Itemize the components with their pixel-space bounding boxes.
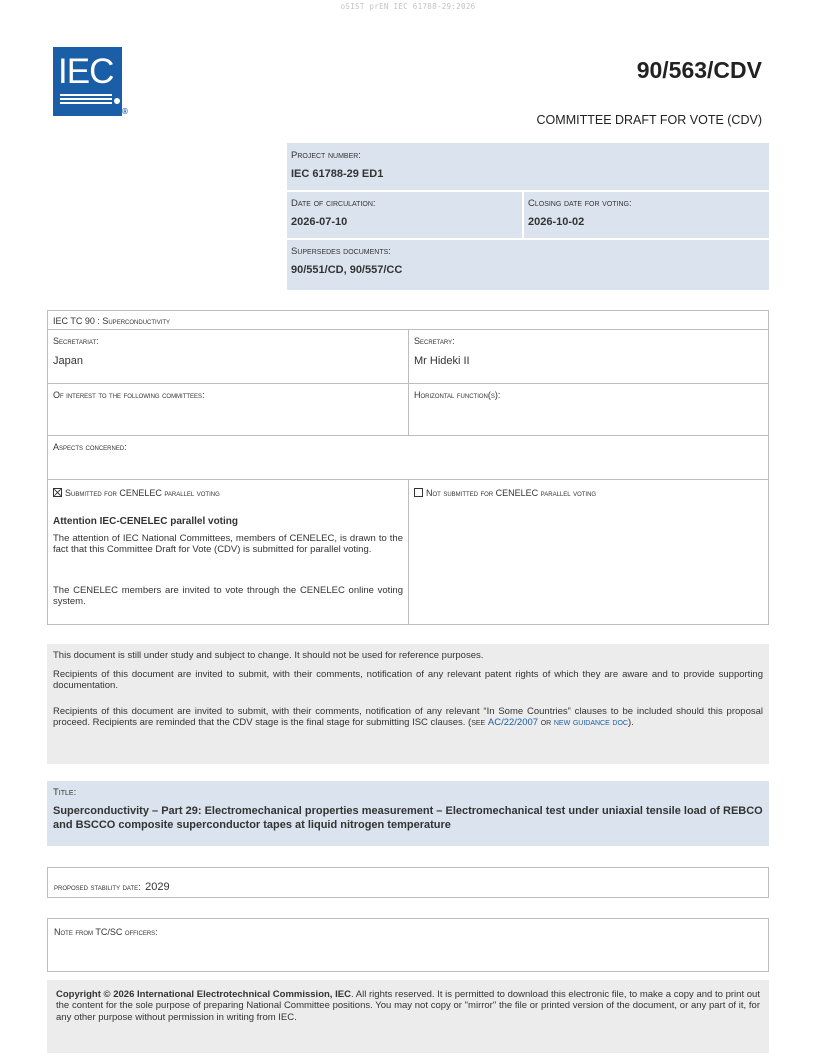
notice-paragraph-2: Recipients of this document are invited to submit, with their comments, notification of any relevant patent rights of which they are aware and to provide supporting documentation. bbox=[53, 669, 763, 692]
supersedes-documents: 90/551/CD, 90/557/CC bbox=[291, 264, 403, 276]
copyright-bold: Copyright © 2026 International Electrotechnical Commission, IEC bbox=[56, 989, 351, 1000]
divider bbox=[48, 435, 768, 436]
project-number-label: Project number: bbox=[291, 150, 361, 161]
circulation-date: 2026-07-10 bbox=[291, 216, 348, 228]
notice-paragraph-1: This document is still under study and subject to change. It should not be used for reference purposes. bbox=[53, 650, 484, 661]
secretariat: Japan bbox=[53, 355, 83, 367]
attention-title: Attention IEC-CENELEC parallel voting bbox=[53, 516, 239, 527]
secretary-label: Secretary: bbox=[414, 336, 455, 346]
divider bbox=[408, 329, 409, 435]
document-type: COMMITTEE DRAFT FOR VOTE (CDV) bbox=[536, 113, 762, 127]
logo-dot bbox=[114, 98, 120, 104]
watermark: oSIST prEN IEC 61788-29:2026 bbox=[340, 2, 476, 11]
logo-text: IEC bbox=[58, 52, 114, 91]
closing-date-label: Closing date for voting: bbox=[528, 198, 632, 209]
interest-committees-label: Of interest to the following committees: bbox=[53, 390, 205, 400]
project-info-box bbox=[287, 143, 769, 290]
notice-box bbox=[47, 644, 769, 764]
or-text: or bbox=[540, 717, 552, 729]
divider bbox=[48, 383, 768, 384]
attention-text: The attention of IEC National Committees, members of CENELEC, is drawn to the fact that this Committee Draft for Vote (CDV) is submitted for parallel voting. bbox=[53, 533, 403, 556]
submitted-checkbox[interactable] bbox=[53, 488, 62, 497]
iec-logo bbox=[53, 47, 122, 116]
logo-line bbox=[60, 102, 112, 104]
document-title: Superconductivity – Part 29: Electromechanical properties measurement – Electromechanical test under uniaxial tensile load of REBCO and BSCCO composite superconductor tapes at liquid nitrogen temperature bbox=[53, 805, 763, 832]
note-label: Note from TC/SC officers: bbox=[54, 927, 158, 937]
copyright-body: . All rights reserved. It is permitted to download this electronic file, to make a copy and to print out the content for the sole purpose of preparing National Committee positions. You may not copy or "mirror" the file or printed version of the document, or any part of it, for any other purpose without permission in writing from IEC. bbox=[56, 989, 760, 1023]
secretary: Mr Hideki II bbox=[414, 355, 470, 367]
submitted-option bbox=[53, 488, 220, 498]
tc-label: IEC TC 90 : Superconductivity bbox=[53, 316, 171, 326]
stability-date-box bbox=[47, 867, 769, 898]
submitted-label: Submitted for CENELEC parallel voting bbox=[65, 488, 220, 498]
stability-date-label: proposed stability date: bbox=[54, 882, 141, 892]
not-submitted-option bbox=[414, 488, 596, 498]
copyright-box bbox=[47, 980, 769, 1053]
divider bbox=[287, 190, 769, 192]
logo-line bbox=[60, 94, 112, 96]
logo-line bbox=[60, 98, 112, 100]
ac-22-2007-link[interactable]: AC/22/2007 bbox=[487, 717, 539, 729]
members-text: The CENELEC members are invited to vote through the CENELEC online voting system. bbox=[53, 585, 403, 608]
project-number: IEC 61788-29 ED1 bbox=[291, 168, 384, 180]
title-box bbox=[47, 781, 769, 846]
copyright-text bbox=[56, 989, 760, 1023]
notice-end: ). bbox=[627, 717, 634, 729]
circulation-date-label: Date of circulation: bbox=[291, 198, 376, 209]
not-submitted-label: Not submitted for CENELEC parallel voting bbox=[426, 488, 597, 498]
registered-mark: ® bbox=[122, 107, 128, 116]
horizontal-functions-label: Horizontal function(s): bbox=[414, 390, 501, 400]
title-label: Title: bbox=[53, 787, 77, 798]
notice-paragraph-3-text: Recipients of this document are invited to submit, with their comments, notification of any relevant “In Some Countries” clauses to be included should this proposal proceed. Recipients are reminded that the CDV stage is the final stage for submitting ISC clauses. ( bbox=[53, 706, 763, 729]
aspects-concerned-label: Aspects concerned: bbox=[53, 442, 127, 452]
stability-date: 2029 bbox=[145, 881, 170, 893]
supersedes-label: Supersedes documents: bbox=[291, 246, 391, 257]
divider bbox=[287, 238, 769, 240]
closing-date: 2026-10-02 bbox=[528, 216, 585, 228]
committee-table bbox=[47, 310, 769, 625]
divider bbox=[408, 479, 409, 625]
notice-paragraph-3 bbox=[53, 706, 763, 729]
note-box bbox=[47, 918, 769, 972]
secretariat-label: Secretariat: bbox=[53, 336, 99, 346]
stability-date-row bbox=[54, 877, 170, 895]
new-guidance-doc-link[interactable]: new guidance doc bbox=[553, 717, 628, 729]
divider bbox=[522, 190, 524, 238]
document-number: 90/563/CDV bbox=[636, 57, 762, 83]
not-submitted-checkbox[interactable] bbox=[414, 488, 423, 497]
see-text: see bbox=[471, 717, 486, 729]
